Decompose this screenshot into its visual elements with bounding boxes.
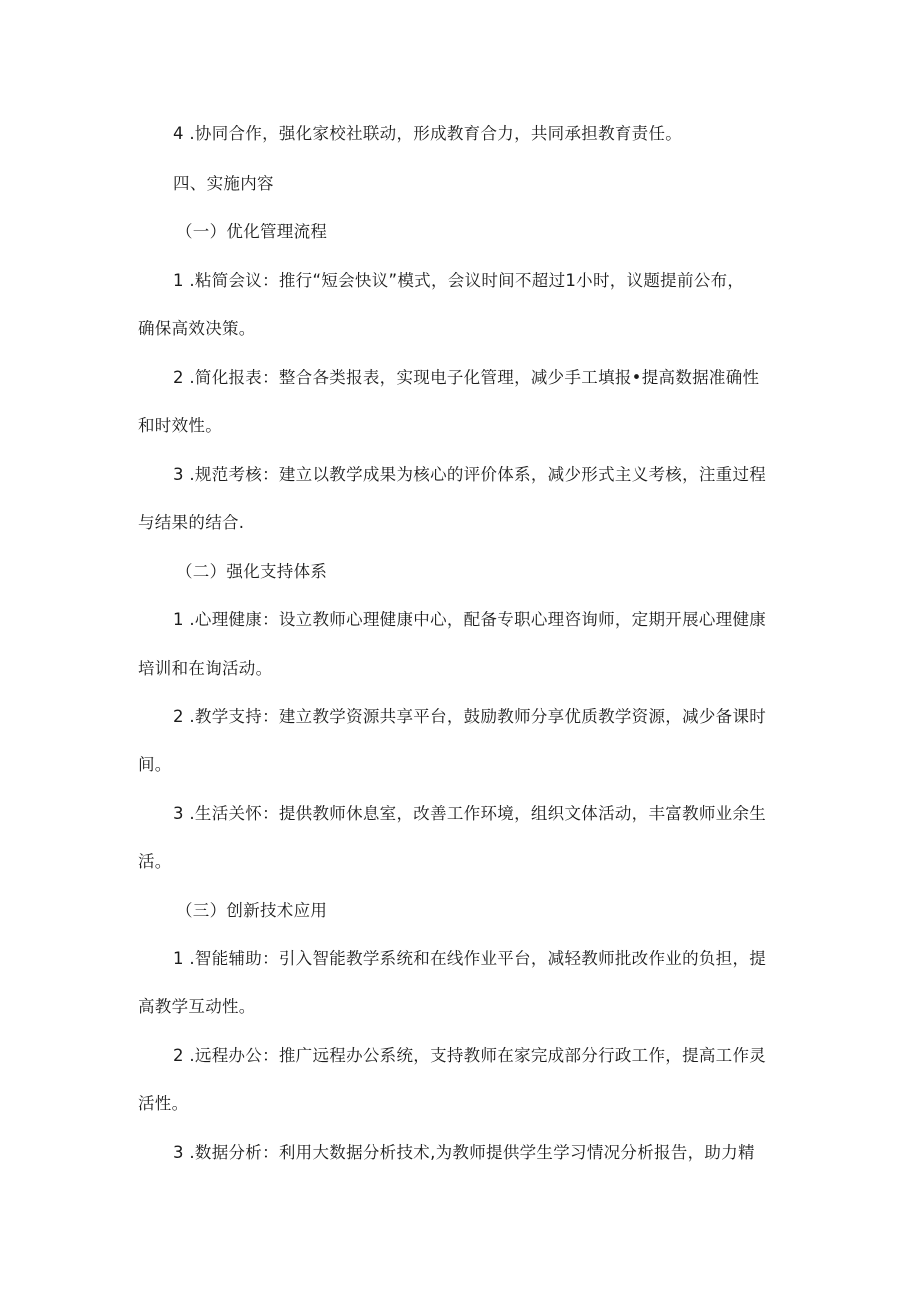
paragraph-line: 间。 — [138, 755, 172, 774]
paragraph-line: 活性。 — [138, 1094, 189, 1113]
paragraph-line: 高教学互动性。 — [138, 997, 256, 1016]
subsection-heading-support: （二）强化支持体系 — [176, 562, 328, 581]
paragraph-line: 1 .心理健康：设立教师心理健康中心，配备专职心理咨询师，定期开展心理健康 — [173, 610, 767, 629]
paragraph-line: 确保高效决策。 — [138, 319, 256, 338]
paragraph-line: 2 .教学支持：建立教学资源共享平台，鼓励教师分享优质教学资源，减少备课时 — [173, 707, 767, 726]
subsection-heading-management: （一）优化管理流程 — [176, 222, 328, 241]
section-heading-implementation: 四、实施内容 — [173, 174, 274, 193]
paragraph-line: 与结果的结合. — [138, 513, 245, 532]
paragraph-line: 活。 — [138, 852, 172, 871]
paragraph-line: 和时效性。 — [138, 416, 222, 435]
list-item-collaboration: 4 .协同合作，强化家校社联动，形成教育合力，共同承担教育责任。 — [173, 124, 683, 143]
paragraph-line: 3 .规范考核：建立以教学成果为核心的评价体系，减少形式主义考核，注重过程 — [173, 465, 767, 484]
paragraph-line: 1 .智能辅助：引入智能教学系统和在线作业平台，减轻教师批改作业的负担，提 — [173, 949, 767, 968]
paragraph-line: 2 .远程办公：推广远程办公系统，支持教师在家完成部分行政工作，提高工作灵 — [173, 1046, 767, 1065]
paragraph-line: 2 .简化报表：整合各类报表，实现电子化管理，减少手工填报•提高数据准确性 — [173, 368, 760, 387]
paragraph-line: 培训和在询活动。 — [138, 659, 273, 678]
paragraph-line: 1 .粘简会议：推行“短会快议”模式，会议时间不超过1小时，议题提前公布， — [173, 271, 745, 290]
subsection-heading-technology: （三）创新技术应用 — [176, 901, 328, 920]
paragraph-line: 3 .数据分析：利用大数据分析技术,为教师提供学生学习情况分析报告，助力精 — [173, 1143, 755, 1162]
paragraph-line: 3 .生活关怀：提供教师休息室，改善工作环境，组织文体活动，丰富教师业余生 — [173, 804, 767, 823]
